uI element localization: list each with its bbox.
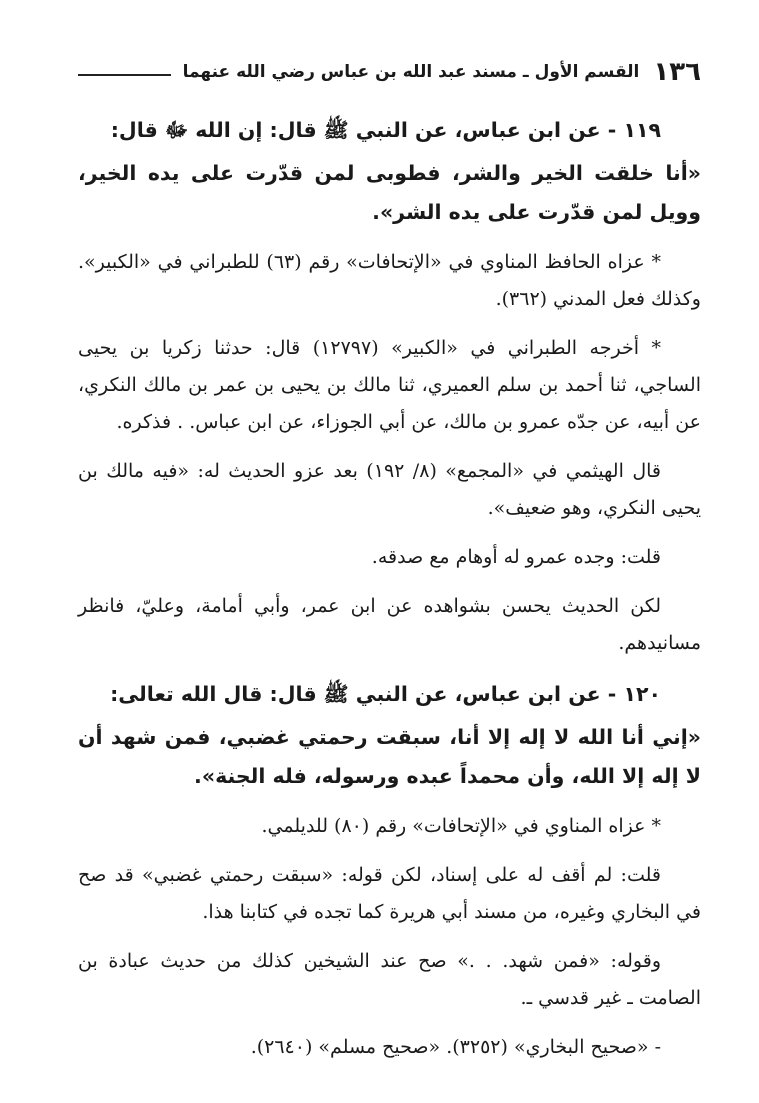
commentary-paragraph: * أخرجه الطبراني في «الكبير» (١٢٧٩٧) قال: حدثنا زكريا بن يحيى الساجي، ثنا أحمد بن سلم العميري، ثنا مالك بن يحيى بن عمر بن مالك النكري، عن أبيه، عن جدّه عمرو بن مالك، عن أبي الجوزاء، عن ابن عباس. . فذكره. xyxy=(78,337,701,433)
hadith-text: «إني أنا الله لا إله إلا أنا، سبقت رحمتي غضبي، فمن شهد أن لا إله إلا الله، وأن محمداً عبده ورسوله، فله الجنة». xyxy=(78,725,701,788)
page-header xyxy=(78,52,701,92)
running-title: القسم الأول ـ مسند عبد الله بن عباس رضي الله عنهما xyxy=(182,62,640,82)
hadith-119 xyxy=(78,110,701,662)
hadith-heading: ١١٩ - عن ابن عباس، عن النبي ﷺ قال: إن الله ﷻ قال: xyxy=(110,118,661,142)
commentary-paragraph: لكن الحديث يحسن بشواهده عن ابن عمر، وأبي أمامة، وعليّ، فانظر مسانيدهم. xyxy=(78,595,701,654)
reference-line: - «صحيح البخاري» (٣٢٥٢). «صحيح مسلم» (٢٦٤٠). xyxy=(250,1036,661,1058)
commentary-paragraph: * عزاه المناوي في «الإتحافات» رقم (٨٠) للديلمي. xyxy=(261,815,661,837)
page-body xyxy=(78,110,701,1078)
header-rule xyxy=(78,74,171,76)
commentary-paragraph: * عزاه الحافظ المناوي في «الإتحافات» رقم (٦٣) للطبراني في «الكبير». وكذلك فعل المدني (٣٦٢). xyxy=(78,251,701,310)
page-number: ١٣٦ xyxy=(653,57,701,87)
hadith-heading: ١٢٠ - عن ابن عباس، عن النبي ﷺ قال: قال الله تعالى: xyxy=(110,682,661,706)
commentary-paragraph: وقوله: «فمن شهد. . .» صح عند الشيخين كذلك من حديث عبادة بن الصامت ـ غير قدسي ـ. xyxy=(78,950,701,1009)
commentary-paragraph: قلت: لم أقف له على إسناد، لكن قوله: «سبقت رحمتي غضبي» قد صح في البخاري وغيره، من مسند أبي هريرة كما تجده في كتابنا هذا. xyxy=(78,864,701,923)
hadith-text: «أنا خلقت الخير والشر، فطوبى لمن قدّرت على يده الخير، وويل لمن قدّرت على يده الشر». xyxy=(78,161,701,224)
commentary-paragraph: قلت: وجده عمرو له أوهام مع صدقه. xyxy=(371,546,661,568)
hadith-120 xyxy=(78,674,701,1066)
commentary-paragraph: قال الهيثمي في «المجمع» (٨/ ١٩٢) بعد عزو الحديث له: «فيه مالك بن يحيى النكري، وهو ضعيف». xyxy=(78,460,701,519)
